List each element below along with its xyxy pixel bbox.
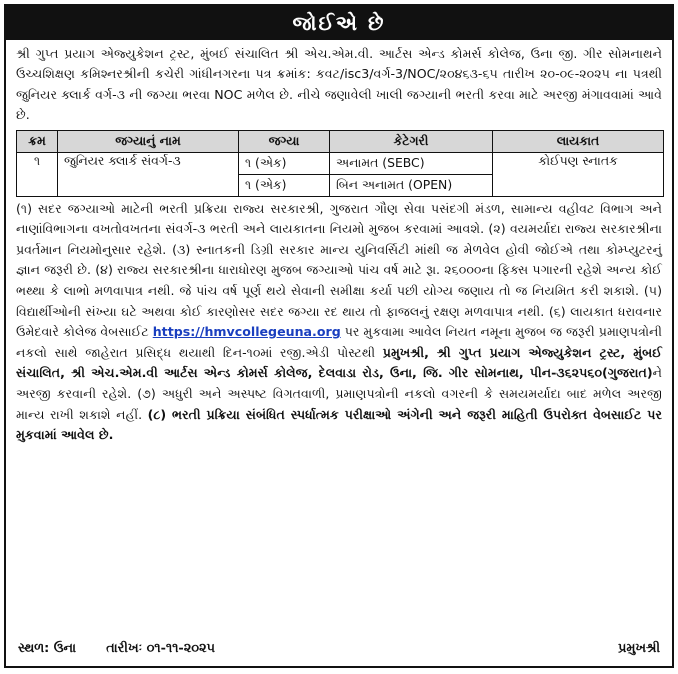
- college-website-link[interactable]: https://hmvcollegeuna.org: [152, 324, 341, 340]
- qualification-cell: કોઈપણ સ્નાતક: [493, 152, 664, 196]
- header-qualification: લાયકાત: [493, 130, 664, 152]
- vacancy-table: [16, 130, 664, 197]
- advertisement-footer: [18, 641, 660, 656]
- post-count-cell: ૧ (એક): [239, 152, 330, 174]
- header-post-name: જગ્યાનું નામ: [58, 130, 239, 152]
- terms-part-2: પર મુકવામા આવેલ નિયત નમૂના મુજબ જ જરૂરી પ્રમાણપત્રોની નકલો સાથે જાહેરાત પ્રસિદ્ધ થયાથી દિન-૧૦માં રજી.એડી પોસ્ટથી: [16, 324, 662, 360]
- terms-paragraph: [6, 197, 672, 446]
- application-address: પ્રમુખશ્રી, શ્રી ગુપ્ત પ્રયાગ એજ્યુકેશન ટ્રસ્ટ, મુંબઈ સંચાલિત, શ્રી એચ.એમ.વી આર્ટસ એન્ડ કોમર્સ કોલેજ, દેલવાડા રોડ, ઉના, જિ. ગીર સોમનાથ, પીન-૩૬૨૫૬૦(ગુજરાત): [16, 344, 662, 381]
- post-name-cell: જુનિયર ક્લાર્ક સંવર્ગ-૩: [58, 152, 239, 196]
- category-cell: બિન અનામત (OPEN): [330, 174, 493, 196]
- header-post-count: જગ્યા: [239, 130, 330, 152]
- terms-part-1: (૧) સદર જગ્યાઓ માટેની ભરતી પ્રક્રિયા રાજ્ય સરકારશ્રી, ગુજરાત ગૌણ સેવા પસંદગી મંડળ, સામાન્ય વહીવટ વિભાગ અને નાણાંવિભાગના વખતોવખતના સંવર્ગ-૩ ભરતી અને લાયકાતના નિયમો મુજબ કરવામાં આવશે. (૨) વયમર્યાદા રાજ્ય સરકારશ્રીના પ્રવર્તમાન નિયમોનુસાર રહેશે. (૩) સ્નાતકની ડિગ્રી સરકાર માન્ય યુનિવર્સિટી માંથી જ મેળવેલ હોવી જોઈએ તથા કોમ્પ્યુટરનું જ્ઞાન જરૂરી છે. (૪) રાજ્ય સરકારશ્રીના ધારાધોરણ મુજબ જગ્યાઓ પાંચ વર્ષ માટે રૂા. ૨૬૦૦૦ના ફિક્સ પગારની રહેશે અન્ય કોઈ ભથ્થા કે લાભો મળવાપાત્ર નથી. જે પાંચ વર્ષ પૂર્ણ થયે સેવાની સમીક્ષા કર્યા પછી યોગ્ય જણાય તો જ નિયમિત કરી શકાશે. (૫) વિદ્યાર્થીઓની સંખ્યા ઘટે અથવા કોઈ કારણોસર સદર જગ્યા રદ થાય તો ફાજલનું રક્ષણ મળવાપાત્ર નથી. (૬) લાયકાત ધરાવનાર ઉમેદવારે કોલેજ વેબસાઈટ: [16, 200, 662, 340]
- header-category: કેટેગરી: [330, 130, 493, 152]
- footer-date: તારીખઃ ૦૧-૧૧-૨૦૨૫: [106, 641, 215, 656]
- footer-signature: પ્રમુખશ્રી: [618, 641, 660, 656]
- post-count-cell: ૧ (એક): [239, 174, 330, 196]
- advertisement-frame: [4, 4, 674, 668]
- category-cell: અનામત (SEBC): [330, 152, 493, 174]
- header-serial-no: ક્રમ: [17, 130, 58, 152]
- serial-no-cell: ૧: [17, 152, 58, 196]
- intro-paragraph: શ્રી ગુપ્ત પ્રયાગ એજ્યુકેશન ટ્રસ્ટ, મુંબઈ સંચાલિત શ્રી એચ.એમ.વી. આર્ટસ એન્ડ કોમર્સ કોલેજ, ઉના જી. ગીર સોમનાથને ઉચ્ચશિક્ષણ કમિશ્નરશ્રીની કચેરી ગાંધીનગરના પત્ર ક્રમાંક: કવટ/isc3/વર્ગ-3/NOC/૨૦૪૬૩-૬૫ તારીખ ૨૦-૦૯-૨૦૨૫ ના પત્રથી જુનિયર ક્લાર્ક વર્ગ-૩ ની જગ્યા ભરવા NOC મળેલ છે. નીચે જણાવેલી ખાલી જગ્યાની ભરતી કરવા માટે અરજી મંગાવવામાં આવે છે.: [16, 46, 662, 123]
- terms-part-3: ને અરજી કરવાની રહેશે. (૭) અધુરી અને અસ્પષ્ટ વિગતવાળી, પ્રમાણપત્રોની નકલો વગરની કે સમયમર્યાદા બાદ મળેલ અરજી માન્ય રાખી શકાશે નહીં.: [16, 365, 662, 422]
- footer-place: સ્થળ: ઉના: [18, 641, 77, 656]
- vacancy-table-header: [17, 130, 664, 152]
- table-row: [17, 152, 664, 174]
- advertisement-title: જોઈએ છે: [6, 6, 672, 40]
- terms-part-4: (૮) ભરતી પ્રક્રિયા સંબંધિત સ્પર્ધાત્મક પરીક્ષાઓ અંગેની અને જરૂરી માહિતી ઉપરોક્ત વેબસાઈટ પર મુકવામાં આવેલ છે.: [16, 406, 662, 443]
